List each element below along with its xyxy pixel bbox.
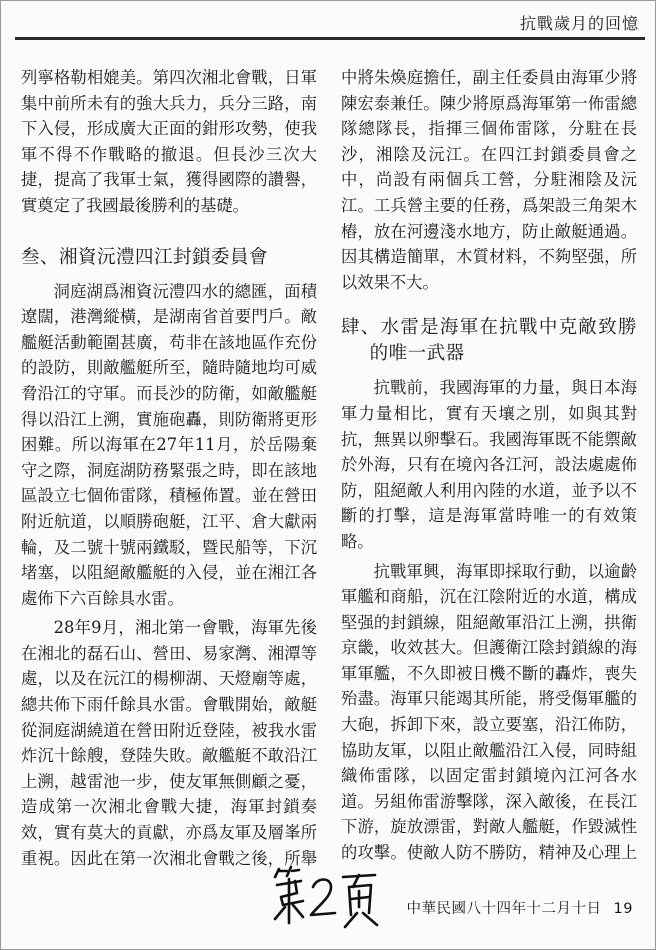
paragraph-continuation: 中將朱煥庭擔任，副主任委員由海軍少將陳宏泰兼任。陳少將原爲海軍第一佈雷總隊總隊長，指揮三個佈雷隊，分駐在長沙，湘陰及沅江。在四江封鎖委員會之中，尚設有兩個兵工營，分駐湘陰及沅江。工兵營主要的任務，爲架設三角架木樁，放在河邊淺水地方，防止敵艇通過。因其構造簡單，木質材料，不夠堅强，所以效果不大。	[341, 68, 637, 292]
paragraph-continuation: 列寧格勒相媲美。第四次湘北會戰，日軍集中前所未有的強大兵力，兵分三路，南下入侵，形成廣大正面的鉗形攻勢，使我軍不得不作戰略的撤退。但長沙三次大捷，提高了我軍士氣，獲得國際的讚譽，實奠定了我國最後勝利的基礎。	[21, 68, 317, 215]
running-header: 抗戰歲月的回憶	[519, 14, 639, 33]
paragraph: 洞庭湖爲湘資沅澧四水的總匯，面積遼闊，港灣縱橫，是湖南省首要門戶。敵艦艇活動範圍甚廣，苟非在該地區作充份的設防，則敵艦艇所至，隨時隨地均可威脅沿江的守軍。而長沙的防衛，如敵艦艇得以沿江上溯，實施砲轟，則防衛將更形困難。所以海軍在27年11月，於岳陽棄守之際，洞庭湖防務緊張之時，即在該地區設立七個佈雷隊，積極佈置。並在營田附近航道，以順勝砲艇，江平、倉大獻兩輪，及二號十號兩鐵駁，暨民船等，下沉堵塞，以阻絕敵艦艇的入侵，並在湘江各處佈下六百餘具水雷。	[21, 281, 317, 608]
handwritten-page-note	[271, 859, 381, 939]
paragraph: 抗戰軍興，海軍即採取行動，以逾齡軍艦和商船，沉在江陰附近的水道，構成堅强的封鎖線，阻絕敵軍沿江上溯，拱衛京畿，收效甚大。但護衛江陰封鎖線的海軍軍艦，不久即被日機不斷的轟炸，喪失殆盡。海軍只能竭其所能，將受傷軍艦的大砲，拆卸下來，設立要塞，沿江佈防，協助友軍，以阻止敵艦沿江入侵，同時組織佈雷隊，以固定雷封鎖境內江河各水道。另組佈雷游擊隊，深入敵後，在長江下游，旋放漂雷，對敵人艦艇，作毀滅性的攻擊。使敵人防不勝防，精神及心理上	[341, 561, 637, 863]
handwritten-signature-icon	[271, 859, 381, 935]
page-number: 19	[613, 901, 633, 917]
page-footer	[407, 897, 633, 918]
right-column	[341, 65, 637, 869]
header-rule	[15, 37, 645, 40]
left-column	[21, 65, 317, 869]
section-heading-4: 肆、水雷是海軍在抗戰中克敵致勝的唯一武器	[341, 317, 637, 365]
section-heading-3: 叁、湘資沅澧四江封鎖委員會	[21, 246, 269, 268]
publication-date: 中華民國八十四年十二月十日	[406, 901, 602, 917]
paragraph: 抗戰前，我國海軍的力量，與日本海軍力量相比，實有天壤之別，如與其對抗，無異以卵擊石。我國海軍既不能禦敵於外海，只有在境內各江河，設法處處佈防，阻絕敵人利用內陸的水道，並予以不斷的打擊，這是海軍當時唯一的有效策略。	[341, 378, 637, 551]
paragraph: 28年9月，湘北第一會戰，海軍先後在湘北的磊石山、營田、易家灣、湘潭等處，以及在沅江的楊柳湖、天燈廟等處，總共佈下雨仟餘具水雷。會戰開始，敵艇從洞庭湖繞道在營田附近登陸，被我水雷炸沉十餘艘，登陸失敗。敵艦艇不敢沿江上溯，越雷池一步，使友軍無側顧之憂，造成第一次湘北會戰大捷，海軍封鎖奏效，實有莫大的貢獻，亦爲友軍及層峯所重視。因此在第一次湘北會戰之後，所舉	[21, 618, 317, 868]
